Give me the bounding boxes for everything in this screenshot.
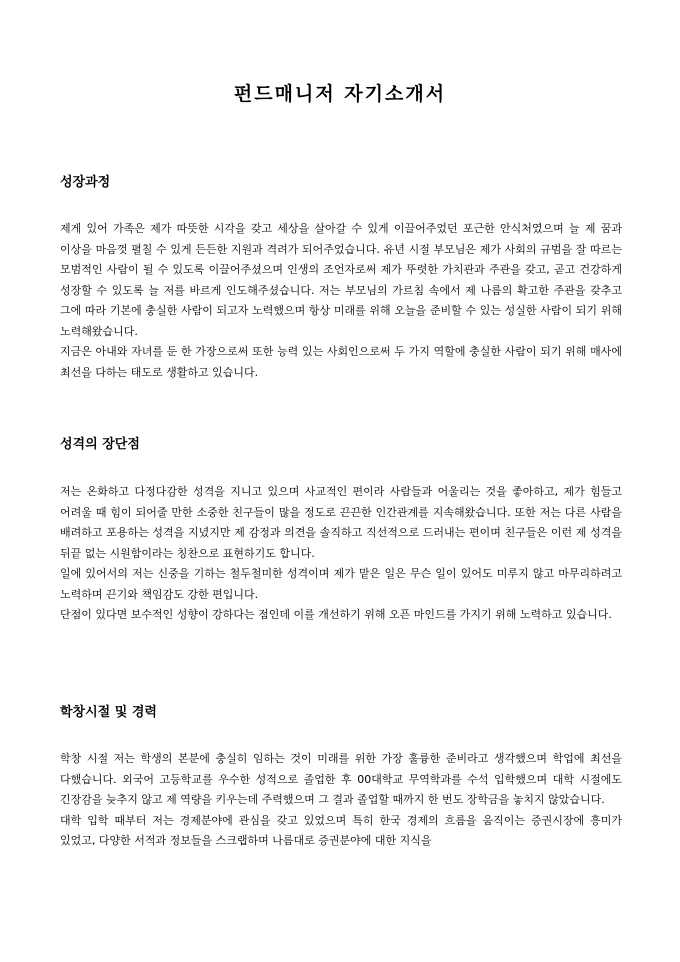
paragraph: 일에 있어서의 저는 신중을 기하는 철두철미한 성격이며 제가 맡은 일은 무슨 일이 있어도 미루지 않고 마무리하려고 노력하며 끈기와 책임감도 강한 편입니다. bbox=[60, 567, 622, 601]
paragraph: 학창 시절 저는 학생의 본분에 충실히 임하는 것이 미래를 위한 가장 훌륭한 준비라고 생각했으며 학업에 최선을 다했습니다. 외국어 고등학교를 우수한 성적으로 졸업한 후 00대학교 무역학과를 수석 입학했으며 대학 시절에도 긴장감을 늦추지 않고 제 역량을 키우는데 주력했으며 그 결과 졸업할 때까지 한 번도 장학금을 놓치지 않았습니다. bbox=[60, 752, 622, 806]
section-growth bbox=[60, 174, 622, 383]
paragraph: 지금은 아내와 자녀를 둔 한 가장으로써 또한 능력 있는 사회인으로써 두 가지 역할에 충실한 사람이 되기 위해 매사에 최선을 다하는 태도로 생활하고 있습니다. bbox=[60, 345, 622, 379]
paragraph: 대학 입학 때부터 저는 경제분야에 관심을 갖고 있었으며 특히 한국 경제의 흐름을 움직이는 증권시장에 흥미가 있었고, 다양한 서적과 정보들을 스크랩하며 나름대로 증권분야에 대한 지식을 bbox=[60, 813, 622, 847]
paragraph: 제게 있어 가족은 제가 따뜻한 시각을 갖고 세상을 살아갈 수 있게 이끌어주었던 포근한 안식처였으며 늘 제 꿈과 이상을 마음껏 펼칠 수 있게 든든한 지원과 격려가 되어주었습니다. 유년 시절 부모님은 제가 사회의 규범을 잘 따르는 모범적인 사람이 될 수 있도록 이끌어주셨으며 인생의 조언자로써 제가 뚜렷한 가치관과 주관을 갖고, 곧고 건강하게 성장할 수 있도록 늘 저를 바르게 인도해주셨습니다. 저는 부모님의 가르침 속에서 제 나름의 확고한 주관을 갖추고 그에 따라 기본에 충실한 사람이 되고자 노력했으며 항상 미래를 위해 오늘을 준비할 수 있는 성실한 사람이 되기 위해 노력해왔습니다. bbox=[60, 222, 622, 338]
paragraph: 단점이 있다면 보수적인 성향이 강하다는 점인데 이를 개선하기 위해 오픈 마인드를 가지기 위해 노력하고 있습니다. bbox=[60, 608, 612, 621]
paragraph: 저는 온화하고 다정다감한 성격을 지니고 있으며 사교적인 편이라 사람들과 어울리는 것을 좋아하고, 제가 힘들고 어려울 때 힘이 되어줄 만한 소중한 친구들이 많을 정도로 끈끈한 인간관계를 지속해왔습니다. 또한 저는 다른 사람을 배려하고 포용하는 성격을 지녔지만 제 감정과 의견을 솔직하고 직선적으로 드러내는 편이며 친구들은 이런 제 성격을 뒤끝 없는 시원함이라는 칭찬으로 표현하기도 합니다. bbox=[60, 485, 622, 560]
section-heading: 성격의 장단점 bbox=[60, 437, 140, 452]
document-title: 펀드매니저 자기소개서 bbox=[233, 83, 447, 105]
section-personality bbox=[60, 436, 622, 626]
section-heading: 성장과정 bbox=[60, 175, 111, 190]
section-education-career bbox=[60, 704, 622, 852]
section-heading: 학창시절 및 경력 bbox=[60, 705, 157, 720]
